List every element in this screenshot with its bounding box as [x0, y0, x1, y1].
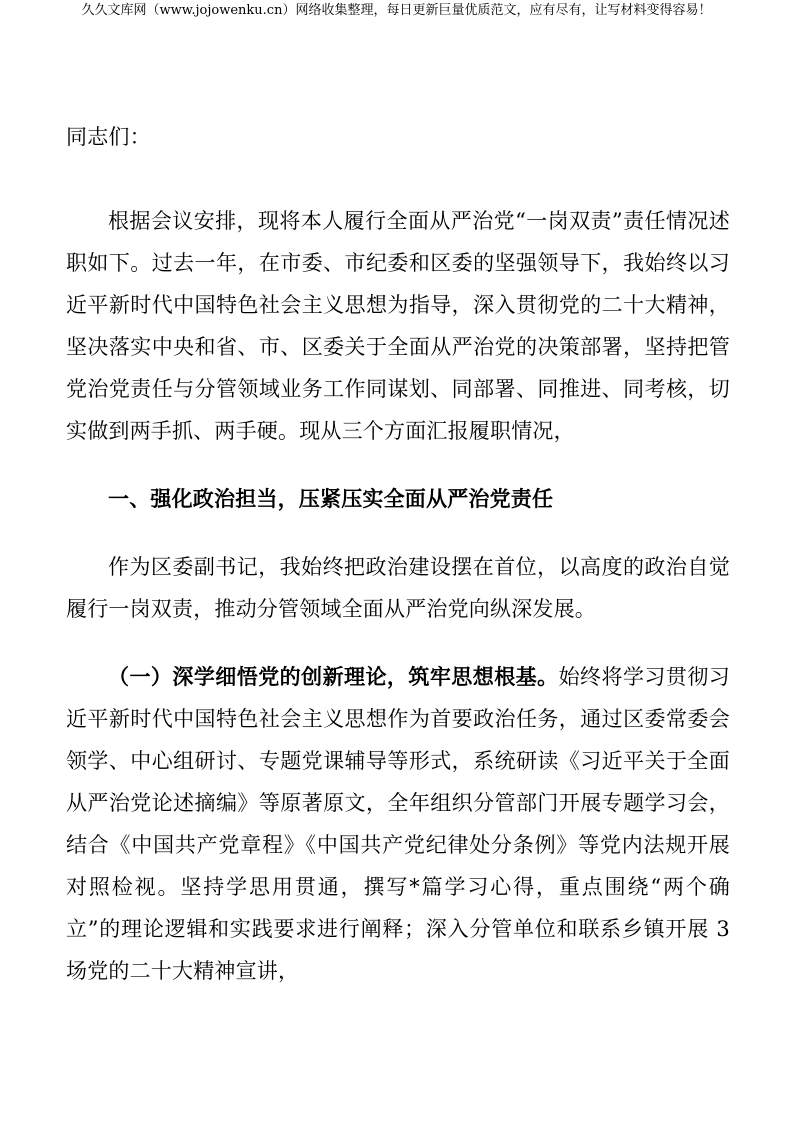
subsection-1-paragraph: [66, 656, 730, 992]
subsection-1-title: （一）深学细悟党的创新理论，筑牢思想根基。: [108, 664, 559, 689]
greeting: 同志们：: [66, 125, 151, 149]
document-body: [66, 116, 730, 992]
page-header-note: 久久文库网（www.jojowenku.cn）网络收集整理，每日更新巨量优质范文，应有尽有，让写材料变得容易！: [81, 3, 712, 18]
section-1-intro-paragraph: 作为区委副书记，我始终把政治建设摆在首位，以高度的政治自觉履行一岗双责，推动分管领域全面从严治党向纵深发展。: [66, 555, 730, 621]
section-heading-1: 一、强化政治担当，压紧压实全面从严治党责任: [108, 486, 554, 511]
intro-paragraph: 根据会议安排，现将本人履行全面从严治党“一岗双责”责任情况述职如下。过去一年，在市委、市纪委和区委的坚强领导下，我始终以习近平新时代中国特色社会主义思想为指导，深入贯彻党的二十大精神，坚决落实中央和省、市、区委关于全面从严治党的决策部署，坚持把管党治党责任与分管领域业务工作同谋划、同部署、同推进、同考核，切实做到两手抓、两手硬。现从三个方面汇报履职情况，: [66, 209, 730, 443]
subsection-1-body: 始终将学习贯彻习近平新时代中国特色社会主义思想作为首要政治任务，通过区委常委会领学、中心组研讨、专题党课辅导等形式，系统研读《习近平关于全面从严治党论述摘编》等原著原文，全年组织分管部门开展专题学习会，结合《中国共产党章程》《中国共产党纪律处分条例》等党内法规开展对照检视。坚持学思用贯通，撰写*篇学习心得，重点围绕“两个确立”的理论逻辑和实践要求进行阐释；深入分管单位和联系乡镇开展 3 场党的二十大精神宣讲，: [66, 665, 730, 983]
